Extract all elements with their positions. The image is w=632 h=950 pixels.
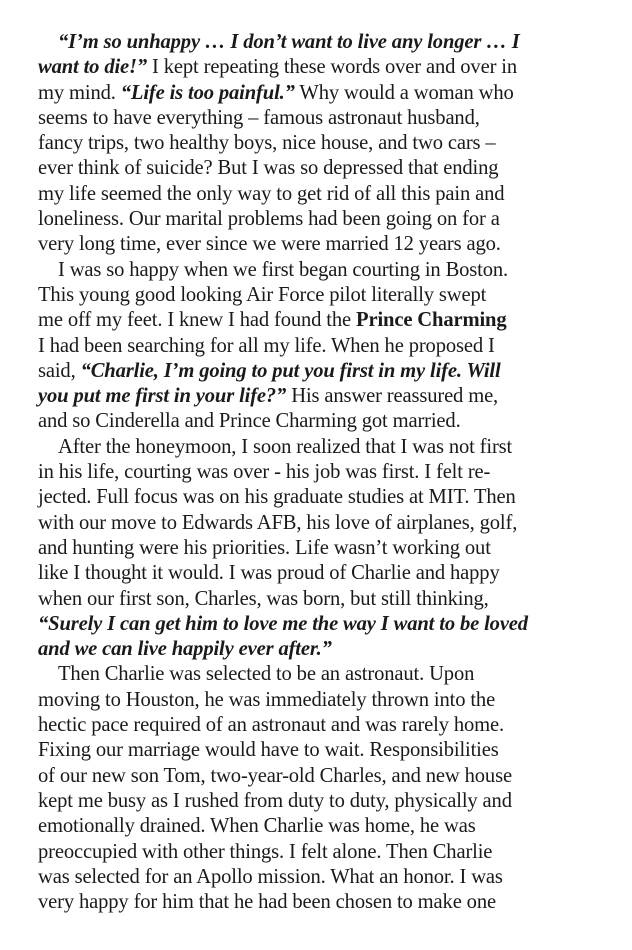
text-line — [38, 536, 598, 561]
text-run: Then Charlie was selected to be an astronaut. Upon — [58, 663, 475, 686]
text-line — [38, 738, 598, 763]
text-line — [38, 511, 598, 536]
text-run: in his life, courting was over - his job was first. I felt re- — [38, 461, 491, 484]
text-line — [38, 30, 598, 55]
text-line — [38, 334, 598, 359]
text-run: After the honeymoon, I soon realized that I was not first — [58, 435, 513, 458]
text-line — [38, 840, 598, 865]
text-line — [38, 182, 598, 207]
text-line — [38, 409, 598, 434]
text-run: my mind. — [38, 81, 121, 104]
text-line — [38, 435, 598, 460]
text-line — [38, 587, 598, 612]
text-line — [38, 865, 598, 890]
text-run: I was so happy when we first began courting in Boston. — [58, 258, 509, 281]
text-run: ever think of suicide? But I was so depressed that ending — [38, 157, 499, 180]
text-line — [38, 485, 598, 510]
text-run: seems to have everything – famous astronaut husband, — [38, 106, 480, 129]
text-run: was selected for an Apollo mission. What an honor. I was — [38, 865, 503, 888]
quote-text: “Life is too painful.” — [120, 81, 295, 104]
quote-text: “I’m so unhappy … I don’t want to live any longer … I — [58, 31, 520, 53]
text-line — [38, 106, 598, 131]
text-line — [38, 207, 598, 232]
text-run: of our new son Tom, two-year-old Charles, and new house — [38, 764, 512, 787]
text-line — [38, 283, 598, 308]
text-line — [38, 460, 598, 485]
text-run: like I thought it would. I was proud of Charlie and happy — [38, 562, 500, 585]
text-run: moving to Houston, he was immediately thrown into the — [38, 688, 496, 711]
text-line — [38, 55, 598, 80]
text-line — [38, 789, 598, 814]
body-text — [38, 30, 598, 915]
text-run: with our move to Edwards AFB, his love of airplanes, golf, — [38, 511, 518, 534]
text-run: I kept repeating these words over and over in — [147, 56, 517, 79]
text-line — [38, 384, 598, 409]
text-run: loneliness. Our marital problems had been going on for a — [38, 208, 500, 231]
text-run: very long time, ever since we were married 12 years ago. — [38, 233, 501, 256]
text-run: fancy trips, two healthy boys, nice house, and two cars – — [38, 132, 496, 155]
text-run: hectic pace required of an astronaut and was rarely home. — [38, 714, 505, 737]
quote-text: you put me first in your life?” — [38, 385, 287, 408]
quote-text: and we can live happily ever after.” — [38, 638, 332, 661]
text-line — [38, 359, 598, 384]
text-run: said, — [38, 359, 81, 382]
text-line — [38, 890, 598, 915]
quote-text: “Surely I can get him to love me the way I want to be loved — [38, 612, 528, 635]
text-run: emotionally drained. When Charlie was home, he was — [38, 815, 476, 838]
paragraph — [38, 662, 598, 915]
text-line — [38, 131, 598, 156]
text-run: Why would a woman who — [294, 81, 514, 104]
paragraph — [38, 30, 598, 258]
text-run: Fixing our marriage would have to wait. Responsibilities — [38, 739, 499, 762]
text-line — [38, 764, 598, 789]
text-line — [38, 713, 598, 738]
text-line — [38, 308, 598, 333]
text-run: This young good looking Air Force pilot literally swept — [38, 283, 487, 306]
paragraph — [38, 258, 598, 435]
paragraph — [38, 435, 598, 663]
text-run: very happy for him that he had been chosen to make one — [38, 891, 496, 914]
text-run: and hunting were his priorities. Life wasn’t working out — [38, 536, 491, 559]
text-line — [38, 662, 598, 687]
text-line — [38, 81, 598, 106]
text-line — [38, 814, 598, 839]
quote-text: “Charlie, I’m going to put you first in my life. Will — [80, 359, 501, 382]
text-run: kept me busy as I rushed from duty to duty, physically and — [38, 789, 512, 812]
text-line — [38, 232, 598, 257]
text-line — [38, 156, 598, 181]
text-line — [38, 612, 598, 637]
text-run: jected. Full focus was on his graduate studies at MIT. Then — [38, 486, 516, 509]
text-line — [38, 637, 598, 662]
text-line — [38, 688, 598, 713]
text-line — [38, 561, 598, 586]
quote-text: want to die!” — [38, 56, 148, 79]
text-run: me off my feet. I knew I had found the — [38, 309, 357, 332]
text-run: when our first son, Charles, was born, but still thinking, — [38, 587, 489, 610]
bold-text: Prince Charming — [356, 309, 507, 332]
text-run: preoccupied with other things. I felt alone. Then Charlie — [38, 840, 493, 863]
text-run: my life seemed the only way to get rid of all this pain and — [38, 182, 505, 205]
text-run: His answer reassured me, — [286, 385, 499, 408]
text-run: and so Cinderella and Prince Charming got married. — [38, 410, 461, 433]
text-run: I had been searching for all my life. When he proposed I — [38, 334, 495, 357]
text-line — [38, 258, 598, 283]
